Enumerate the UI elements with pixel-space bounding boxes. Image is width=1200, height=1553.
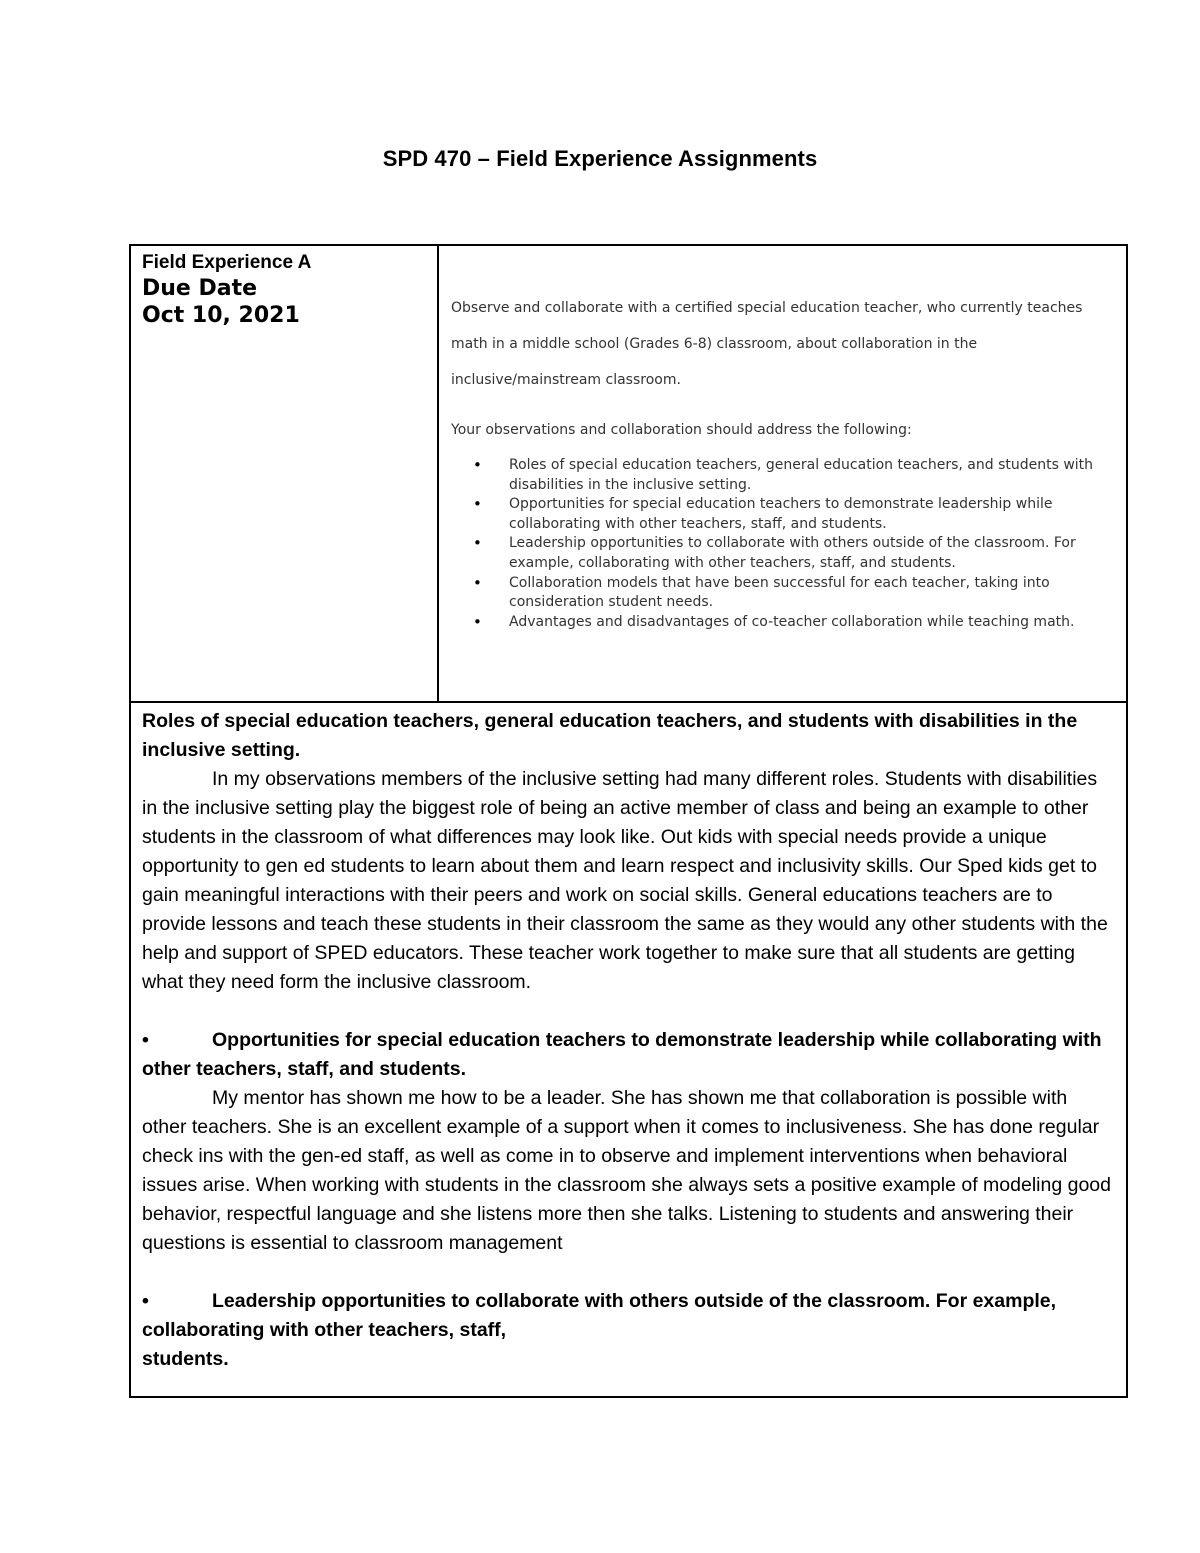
section-leadership-heading	[142, 1026, 1116, 1084]
requirements-list	[451, 456, 1112, 632]
section-leadership-body: My mentor has shown me how to be a leader. She has shown me that collaboration is possible with other teachers. She is an excellent example of a support when it comes to inclusiveness. She has done regular check ins with the gen-ed staff, as well as come in to observe and implement interventions when behavioral issues arise. When working with students in the classroom she always sets a positive example of modeling good behavior, respectful language and she listens more then she talks. Listening to students and answering their questions is essential to classroom management	[142, 1087, 1111, 1254]
bullet-icon: •	[142, 1290, 149, 1312]
section-outside-heading-end: students.	[142, 1348, 229, 1370]
requirement-item: • Roles of special education teachers, general education teachers, and students with disabilities in the inclusive setting.	[509, 456, 1112, 495]
section-leadership-heading-text: Opportunities for special education teachers to demonstrate leadership while collaborating with other teachers, staff, and students.	[142, 1029, 1102, 1080]
requirement-item: • Advantages and disadvantages of co-teacher collaboration while teaching math.	[509, 613, 1112, 633]
requirement-item: • Leadership opportunities to collaborate with others outside of the classroom. For example, collaborating with other teachers, staff, and students.	[509, 534, 1112, 573]
due-date-cell	[130, 245, 438, 702]
bullet-icon: •	[142, 1029, 149, 1051]
due-date-value: Oct 10, 2021	[142, 303, 300, 328]
page-title: SPD 470 – Field Experience Assignments	[382, 146, 818, 171]
response-row	[130, 702, 1127, 1397]
section-roles-heading: Roles of special education teachers, general education teachers, and students with disabilities in the inclusive setting.	[142, 710, 1078, 761]
instructions-cell	[438, 245, 1127, 702]
assignment-header-row	[130, 245, 1127, 702]
assignment-table	[129, 244, 1128, 1398]
requirement-item: • Collaboration models that have been successful for each teacher, taking into consideration student needs.	[509, 574, 1112, 613]
field-experience-label: Field Experience A	[142, 252, 312, 273]
response-cell	[130, 702, 1127, 1397]
requirement-item: • Opportunities for special education teachers to demonstrate leadership while collaborating with other teachers, staff, and students.	[509, 495, 1112, 534]
instructions-intro: Observe and collaborate with a certified special education teacher, who currently teaches math in a middle school (Grades 6-8) classroom, about collaboration in the inclusive/mainstream classroom.	[451, 300, 1083, 388]
section-roles-body: In my observations members of the inclusive setting had many different roles. Students with disabilities in the inclusive setting play the biggest role of being an active member of class and being an example to other students in the classroom of what differences may look like. Out kids with special needs provide a unique opportunity to gen ed students to learn about them and learn respect and inclusivity skills. Our Sped kids get to gain meaningful interactions with their peers and work on social skills. General educations teachers are to provide lessons and teach these students in their classroom the same as they would any other students with the help and support of SPED educators. These teacher work together to make sure that all students are getting what they need form the inclusive classroom.	[142, 768, 1108, 993]
instructions-address-line: Your observations and collaboration should address the following:	[451, 422, 912, 438]
section-outside-heading	[142, 1287, 1116, 1345]
due-date-label: Due Date	[142, 276, 258, 301]
section-outside-heading-text: Leadership opportunities to collaborate with others outside of the classroom. For example, collaborating with other teachers, staff,	[142, 1290, 1057, 1341]
